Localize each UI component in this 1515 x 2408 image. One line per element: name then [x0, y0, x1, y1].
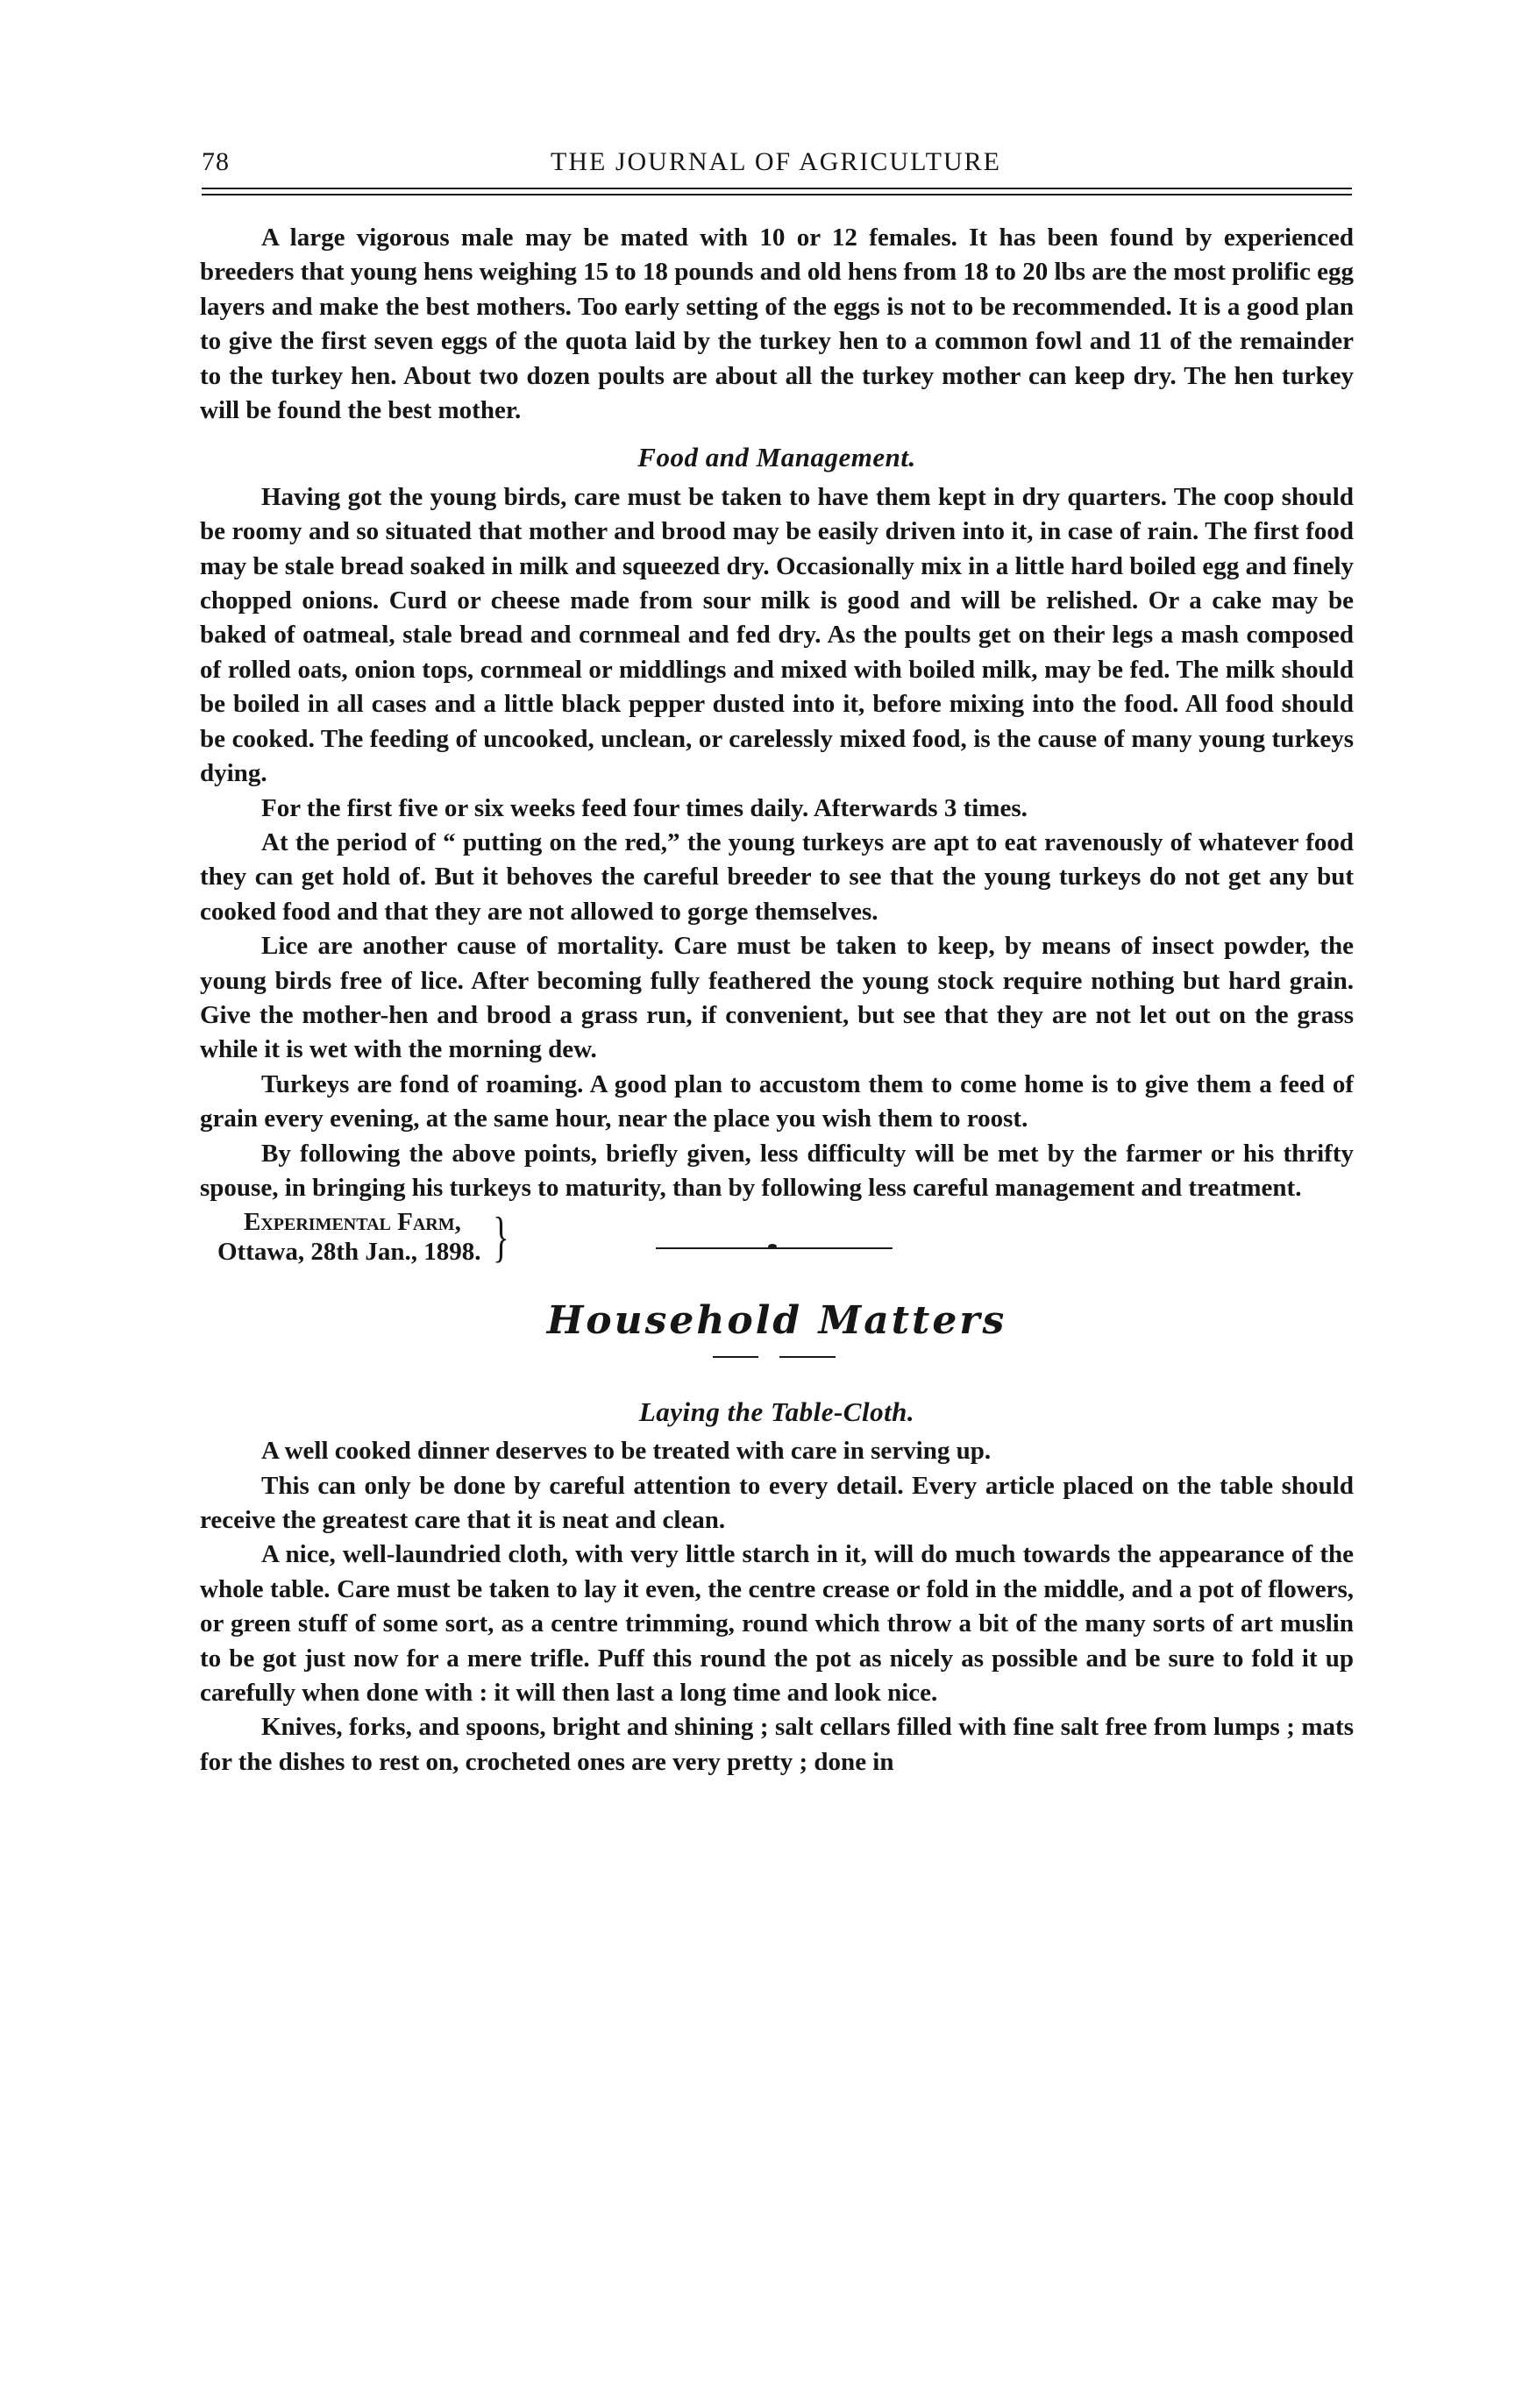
food-section-heading: Food and Management.	[637, 442, 916, 473]
household-paragraph-4: Knives, forks, and spoons, bright and shining ; salt cellars filled with fine salt free from lumps ; mats for the dishes to rest on, crocheted ones are very pretty ; done in	[200, 1713, 1354, 1776]
signature-block	[217, 1207, 1354, 1267]
household-paragraph-1: A well cooked dinner deserves to be treated with care in serving up.	[261, 1437, 992, 1466]
food-paragraph-5: Turkeys are fond of roaming. A good plan to accustom them to come home is to give them a feed of grain every evening, at the same hour, near the place you wish them to roost.	[200, 1069, 1354, 1133]
food-paragraph-1: Having got the young birds, care must be taken to have them kept in dry quarters. The coop should be roomy and so situated that mother and brood may be easily driven into it, in case of rain. The first food may be stale bread soaked in milk and squeezed dry. Occasionally mix in a little hard boiled egg and finely chopped onions. Curd or cheese made from sour milk is good and will be relished. Or a cake may be baked of oatmeal, stale bread and cornmeal and fed dry. As the poults get on their legs a mash composed of rolled oats, onion tops, cornmeal or middlings and mixed with boiled milk, may be fed. The milk should be boiled in all cases and a little black pepper dusted into it, before mixing into the food. All food should be cooked. The feeding of uncooked, unclean, or carelessly mixed food, is the cause of many young turkeys dying.	[200, 482, 1354, 788]
food-paragraph-3: At the period of “ putting on the red,” the young turkeys are apt to eat ravenously of whatever food they can get hold of. But it behoves the careful breeder to see that the young turkeys do not get any but cooked food and that they are not allowed to gorge themselves.	[200, 828, 1354, 926]
running-title: THE JOURNAL OF AGRICULTURE	[551, 147, 1001, 176]
signature-line-1: Experimental Farm,	[244, 1208, 461, 1237]
household-paragraph-3: A nice, well-laundried cloth, with very little starch in it, will do much towards the appearance of the whole table. Care must be taken to lay it even, the centre crease or fold in the middle, and a pot of flowers, or green stuff of some sort, as a centre trimming, round which throw a bit of the many sorts of art muslin to be got just now for a mere trifle. Puff this round the pot as nicely as possible and be sure to fold it up carefully when done with : it will then last a long time and look nice.	[200, 1540, 1354, 1708]
food-paragraph-4: Lice are another cause of mortality. Care must be taken to keep, by means of insect powder, the young birds free of lice. After becoming fully feathered the young stock require nothing but hard grain. Give the mother-hen and brood a grass run, if convenient, but see that they are not let out on the grass while it is wet with the morning dew.	[200, 932, 1354, 1064]
article-body	[200, 221, 1354, 1779]
intro-paragraph: A large vigorous male may be mated with 10 or 12 females. It has been found by experienced breeders that young hens weighing 15 to 18 pounds and old hens from 18 to 20 lbs are the most prolific egg layers and make the best mothers. Too early setting of the eggs is not to be recommended. It is a good plan to give the first seven eggs of the quota laid by the turkey hen to a common fowl and 11 of the remainder to the turkey hen. About two dozen poults are about all the turkey mother can keep dry. The hen turkey will be found the best mother.	[200, 224, 1354, 425]
household-section-title: Household Matters	[546, 1298, 1007, 1344]
household-paragraph-2: This can only be done by careful attention to every detail. Every article placed on the table should receive the greatest care that it is neat and clean.	[200, 1471, 1354, 1534]
household-subheading: Laying the Table-Cloth.	[638, 1396, 915, 1427]
signature-line-2: Ottawa, 28th Jan., 1898.	[217, 1238, 481, 1267]
page-number: 78	[202, 147, 230, 176]
title-rule	[200, 1347, 1354, 1382]
page-header	[202, 147, 1350, 182]
brace-ornament: }	[493, 1205, 510, 1268]
header-rule	[202, 188, 1352, 195]
section-divider	[200, 1247, 1354, 1256]
food-paragraph-2: For the first five or six weeks feed four times daily. Afterwards 3 times.	[261, 793, 1028, 822]
food-paragraph-6: By following the above points, briefly given, less difficulty will be met by the farmer or his thrifty spouse, in bringing his turkeys to maturity, than by following less careful management and treatment.	[200, 1139, 1354, 1202]
